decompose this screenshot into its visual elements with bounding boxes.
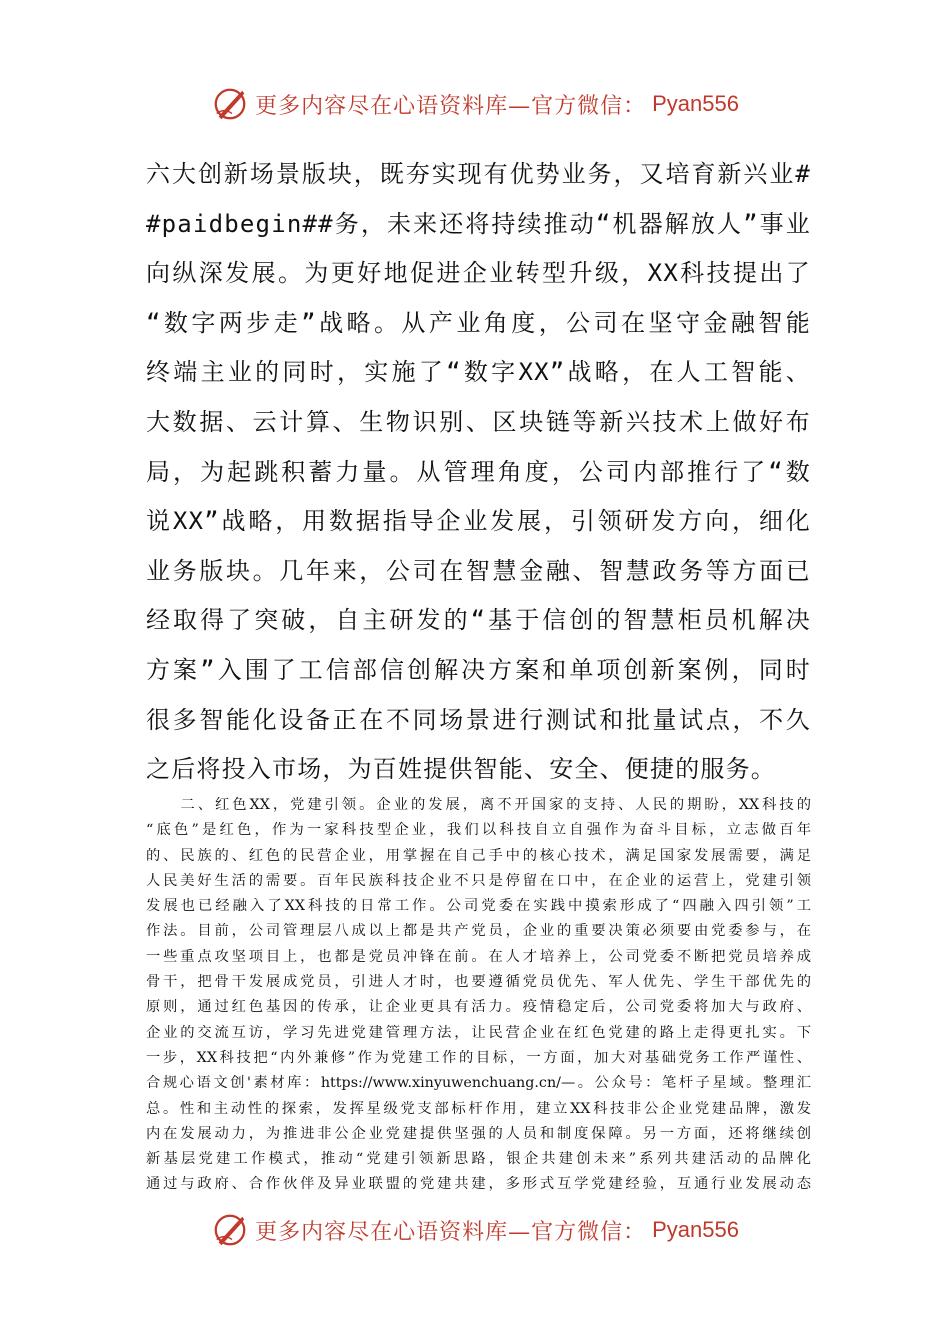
footer-banner — [0, 1208, 950, 1252]
header-banner-text: 更多内容尽在心语资料库—官方微信： — [255, 93, 647, 119]
header-banner — [0, 82, 950, 126]
footer-banner-text: 更多内容尽在心语资料库—官方微信： — [255, 1219, 647, 1245]
body-line: 原则，通过红色基因的传承，让企业更具有活力。疫情稳定后，公司党委将加大与政府、 — [146, 999, 811, 1016]
header-banner-wechat-id: Pyan556 — [652, 91, 739, 116]
body-line: 业务版块。几年来，公司在智慧金融、智慧政务等方面已 — [146, 556, 811, 585]
body-line: 很多智能化设备正在不同场景进行测试和批量试点，不久 — [146, 705, 811, 734]
body-line: 一些重点攻坚项目上，也都是党员冲锋在前。在人才培养上，公司党委不断把党员培养成 — [146, 948, 811, 965]
body-line: 总。性和主动性的探索，发挥星级党支部标杆作用，建立XX科技非公企业党建品牌，激发 — [146, 1100, 811, 1117]
body-paragraph-small — [146, 793, 811, 1198]
body-line: 骨干，把骨干发展成党员，引进人才时，也要遵循党员优先、军人优先、学生干部优先的 — [146, 974, 811, 991]
pen-logo-icon — [211, 1211, 249, 1249]
body-line: 通过与政府、合作伙伴及异业联盟的党建共建，多形式互学党建经验，互通行业发展动态 — [146, 1176, 811, 1193]
body-line: 一步，XX科技把“内外兼修”作为党建工作的目标，一方面，加大对基础党务工作严谨性、 — [146, 1049, 811, 1066]
body-line: 二、红色XX，党建引领。企业的发展，离不开国家的支持、人民的期盼，XX科技的 — [146, 797, 811, 813]
body-line: “数字两步走”战略。从产业角度，公司在坚守金融智能 — [146, 308, 811, 337]
body-line: 合规心语文创'素材库：https://www.xinyuwenchuang.cn/—。公众号：笔杆子星域。整理汇 — [146, 1075, 811, 1092]
body-line: 向纵深发展。为更好地促进企业转型升级，XX科技提出了 — [146, 259, 811, 288]
body-line: “底色”是红色，作为一家科技型企业，我们以科技自立自强作为奋斗目标，立志做百年 — [146, 822, 811, 839]
body-line: 的、民族的、红色的民营企业，用掌握在自己手中的核心技术，满足国家发展需要，满足 — [146, 847, 811, 864]
body-paragraph-large — [146, 150, 811, 795]
body-line: 内在发展动力，为推进非公企业党建提供坚强的人员和制度保障。另一方面，还将继续创 — [146, 1125, 811, 1142]
body-line: 作法。目前，公司管理层八成以上都是共产党员，企业的重要决策必须要由党委参与，在 — [146, 923, 811, 940]
body-line: 终端主业的同时，实施了“数字XX”战略，在人工智能、 — [146, 358, 811, 387]
body-line: 六大创新场景版块，既夯实现有优势业务，又培育新兴业# — [146, 160, 811, 188]
body-line: 方案”入围了工信部信创解决方案和单项创新案例，同时 — [146, 655, 811, 684]
footer-banner-wechat-id: Pyan556 — [652, 1217, 739, 1242]
body-line: 之后将投入市场，为百姓提供智能、安全、便捷的服务。 — [146, 755, 776, 784]
body-line: 人民美好生活的需要。百年民族科技企业不只是停留在口中，在企业的运营上，党建引领 — [146, 872, 811, 889]
body-line: 局，为起跳积蓄力量。从管理角度，公司内部推行了“数 — [146, 457, 811, 486]
body-line: #paidbegin##务，未来还将持续推动“机器解放人”事业 — [146, 209, 811, 238]
body-line: 企业的交流互访，学习先进党建管理方法，让民营企业在红色党建的路上走得更扎实。下 — [146, 1024, 811, 1041]
pen-logo-icon — [211, 85, 249, 123]
body-line: 经取得了突破，自主研发的“基于信创的智慧柜员机解决 — [146, 606, 811, 635]
body-line: 发展也已经融入了XX科技的日常工作。公司党委在实践中摸索形成了“四融入四引领”工 — [146, 898, 811, 915]
body-line: 说XX”战略，用数据指导企业发展，引领研发方向，细化 — [146, 507, 811, 536]
body-line: 大数据、云计算、生物识别、区块链等新兴技术上做好布 — [146, 407, 811, 436]
body-line: 新基层党建工作模式，推动“党建引领新思路，银企共建创未来”系列共建活动的品牌化 — [146, 1151, 811, 1168]
